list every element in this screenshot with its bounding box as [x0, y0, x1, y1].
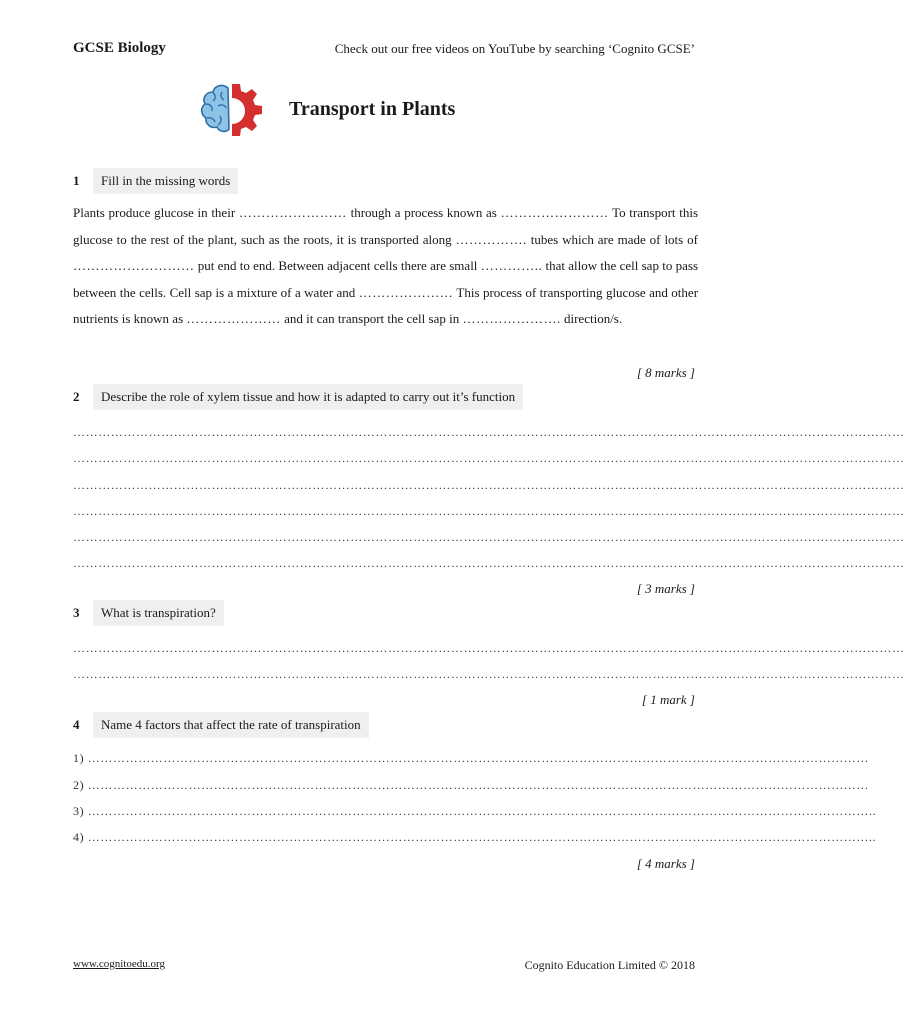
factor-line-1: 1) ……………………………………………………………………………………………………………………………………………………………………	[73, 751, 869, 765]
answer-line: ………………………………………………………………………………………………………………………………………………………………………………	[73, 425, 905, 439]
question-prompt: Fill in the missing words	[93, 168, 238, 194]
paragraph-text: put end to end. Between adjacent cells there are small	[197, 258, 478, 273]
paragraph-text: that allow the cell sap to pass between the cells. Cell sap is a mixture of a water and	[73, 258, 699, 300]
question-number: 1	[73, 173, 80, 188]
question-number: 3	[73, 605, 80, 620]
brain-gear-icon	[198, 80, 262, 142]
footer-website-link[interactable]: www.cognitoedu.org	[73, 958, 165, 970]
fill-in-paragraph	[73, 200, 698, 333]
question-prompt: Name 4 factors that affect the rate of transpiration	[93, 712, 369, 738]
answer-line: ………………………………………………………………………………………………………………………………………………………………………………	[73, 504, 905, 518]
paragraph-text: To transport this glucose to the rest of the plant, such as the roots, it is transported along	[73, 205, 699, 247]
blank-8: ………………….	[462, 311, 561, 326]
paragraph-text: through a process known as	[350, 205, 497, 220]
marks-label: [ 8 marks ]	[636, 365, 695, 380]
answer-line: ………………………………………………………………………………………………………………………………………………………………………………	[73, 667, 905, 681]
paragraph-text: This process of transporting glucose and other nutrients is known as	[73, 284, 699, 326]
answer-line: ………………………………………………………………………………………………………………………………………………………………………………	[73, 556, 905, 570]
paragraph-text: Plants produce glucose in their	[73, 205, 236, 220]
blank-4: ………………………	[73, 258, 195, 273]
factor-line-3: 3) ……………………………………………………………………………………………………………………………………………………………………..	[73, 804, 877, 818]
blank-3: …………….	[455, 231, 527, 247]
answer-line: ………………………………………………………………………………………………………………………………………………………………………………	[73, 530, 905, 544]
page-title: Transport in Plants	[289, 98, 456, 120]
paragraph-text: and it can transport the cell sap in	[284, 311, 460, 326]
factor-line-4: 4) ……………………………………………………………………………………………………………………………………………………………………..	[73, 830, 877, 844]
answer-line: ………………………………………………………………………………………………………………………………………………………………………………	[73, 451, 905, 465]
marks-label: [ 1 mark ]	[641, 692, 695, 707]
blank-2: ……………………	[500, 205, 609, 220]
paragraph-text: tubes which are made of lots of	[530, 231, 698, 247]
footer-copyright: Cognito Education Limited © 2018	[524, 958, 695, 972]
question-number: 4	[73, 717, 80, 732]
blank-6: …………………	[358, 284, 454, 300]
question-prompt: Describe the role of xylem tissue and how it is adapted to carry out it’s function	[93, 384, 523, 410]
header-subject: GCSE Biology	[73, 40, 166, 56]
marks-label: [ 4 marks ]	[636, 856, 695, 871]
question-prompt: What is transpiration?	[93, 600, 224, 626]
blank-7: …………………	[186, 311, 281, 326]
blank-1: ……………………	[238, 205, 347, 220]
answer-line: ………………………………………………………………………………………………………………………………………………………………………………	[73, 478, 905, 492]
marks-label: [ 3 marks ]	[636, 581, 695, 596]
factor-line-2: 2) ……………………………………………………………………………………………………………………………………………………………………	[73, 778, 869, 792]
blank-5: …………..	[480, 258, 543, 273]
answer-line: ………………………………………………………………………………………………………………………………………………………………………………	[73, 641, 905, 655]
header-youtube-note: Check out our free videos on YouTube by searching ‘Cognito GCSE’	[334, 41, 695, 56]
paragraph-text: direction/s.	[563, 311, 623, 326]
question-number: 2	[73, 389, 80, 404]
